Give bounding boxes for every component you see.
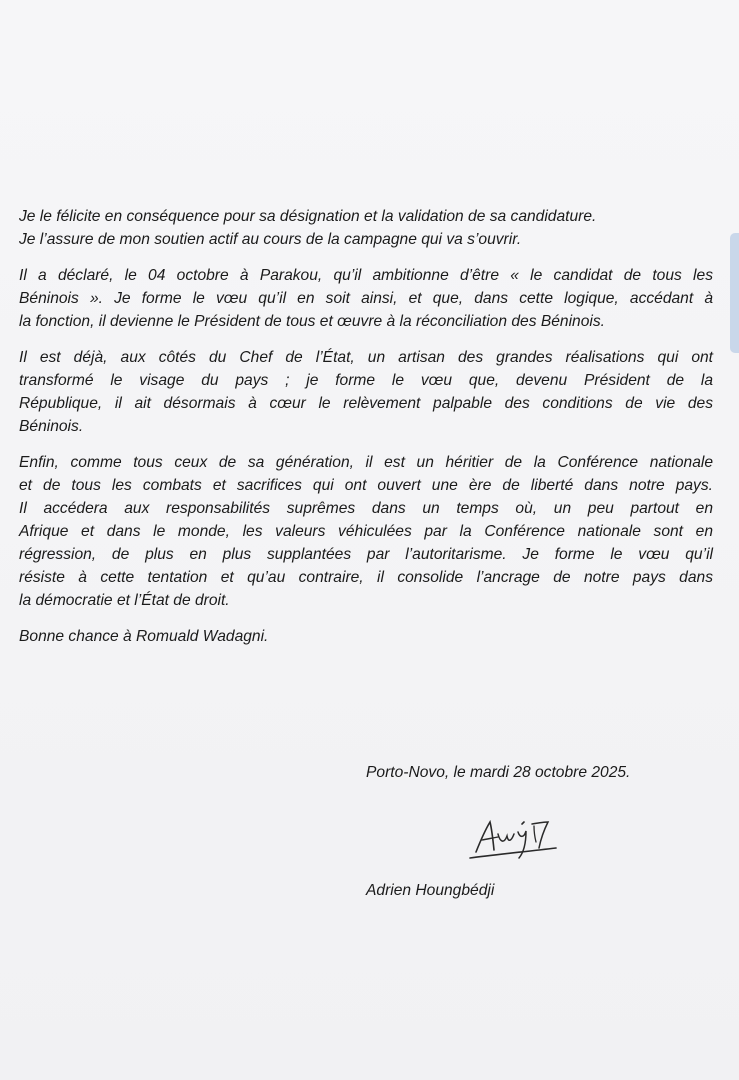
paragraph-candidate-of-all [19, 264, 713, 333]
text-line: la démocratie et l’État de droit. [19, 592, 230, 609]
text-line: résiste à cette tentation et qu’au contraire, il consolide l’ancrage de notre pays dans [19, 569, 713, 586]
text-line: la fonction, il devienne le Président de tous et œuvre à la réconciliation des Béninois. [19, 313, 605, 330]
paragraph-congratulations [19, 205, 713, 251]
text-line: Il est déjà, aux côtés du Chef de l’État, un artisan des grandes réalisations qui ont [19, 349, 713, 366]
signer-name: Adrien Houngbédji [366, 882, 495, 899]
text-line: Il accédera aux responsabilités suprêmes dans un temps où, un peu partout en [19, 500, 713, 517]
text-line: Il a déclaré, le 04 octobre à Parakou, qu’il ambitionne d’être « le candidat de tous les [19, 267, 713, 284]
text-line: régression, de plus en plus supplantées par l’autoritarisme. Je forme le vœu qu’il [19, 546, 713, 563]
letter-body [19, 205, 713, 661]
place-and-date: Porto-Novo, le mardi 28 octobre 2025. [366, 764, 631, 781]
text-line: Béninois. [19, 418, 84, 435]
paragraph-achievements [19, 346, 713, 438]
text-line: République, il ait désormais à cœur le relèvement palpable des conditions de vie des [19, 395, 713, 412]
text-line: et de tous les combats et sacrifices qui ont ouvert une ère de liberté dans notre pays. [19, 477, 713, 494]
handwritten-signature-icon [462, 812, 562, 864]
text-line: Je l’assure de mon soutien actif au cours de la campagne qui va s’ouvrir. [19, 231, 522, 248]
paragraph-national-conference [19, 451, 713, 612]
text-line: transformé le visage du pays ; je forme le vœu que, devenu Président de la [19, 372, 713, 389]
paragraph-good-luck [19, 625, 713, 648]
text-line: Je le félicite en conséquence pour sa désignation et la validation de sa candidature. [19, 208, 597, 225]
text-line: Béninois ». Je forme le vœu qu’il en soit ainsi, et que, dans cette logique, accédant à [19, 290, 713, 307]
scroll-indicator[interactable] [730, 233, 739, 353]
text-line: Afrique et dans le monde, les valeurs véhiculées par la Conférence nationale sont en [19, 523, 713, 540]
text-line: Enfin, comme tous ceux de sa génération, il est un héritier de la Conférence nationale [19, 454, 713, 471]
text-line: Bonne chance à Romuald Wadagni. [19, 628, 269, 645]
